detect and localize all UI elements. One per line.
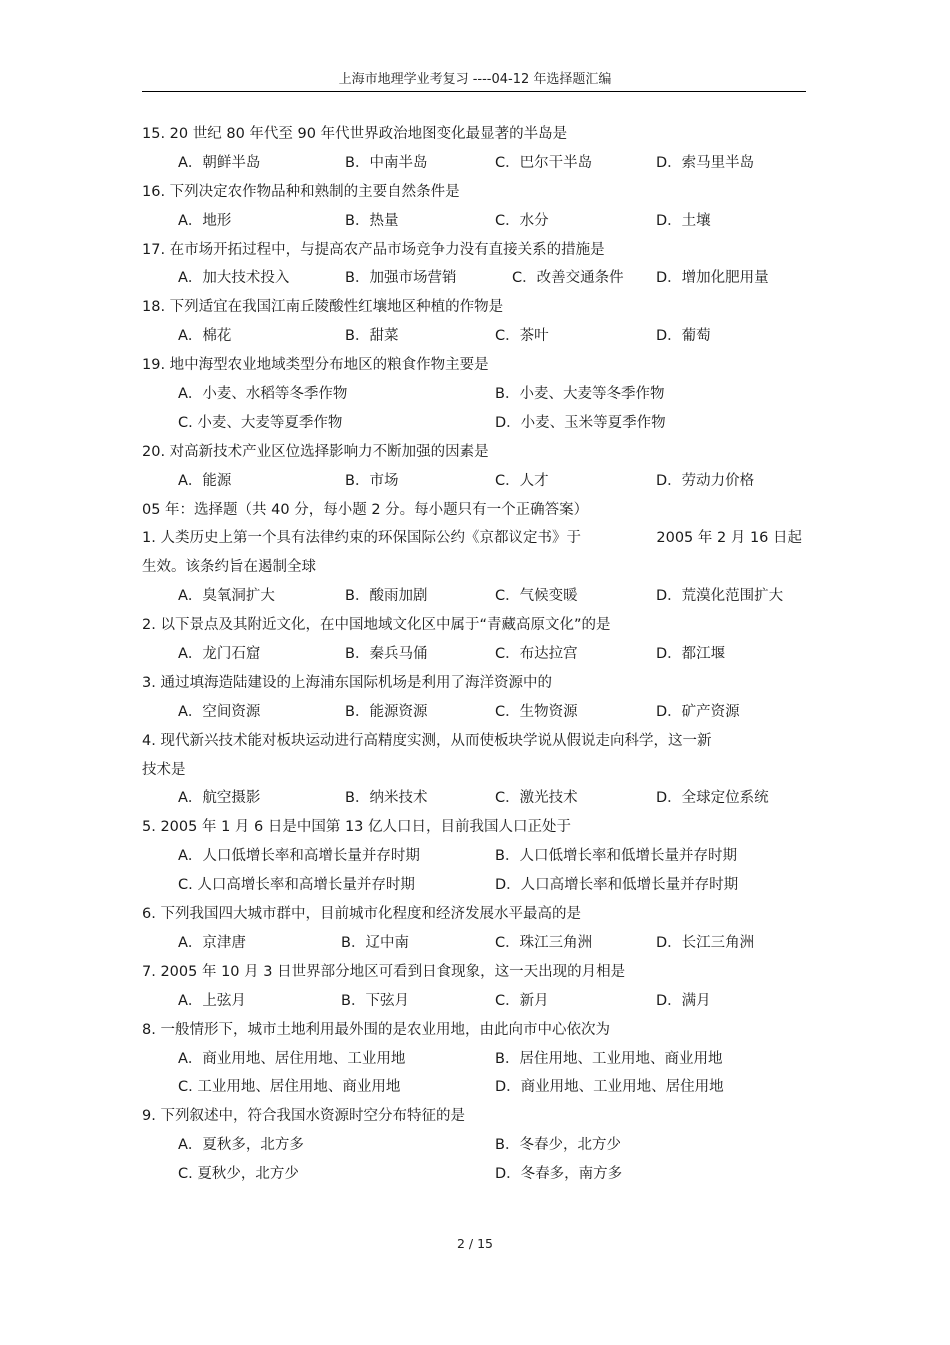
option-c: C．生物资源 <box>495 703 578 720</box>
question-stem-continued: 技术是 <box>142 761 186 778</box>
option-b: B．辽中南 <box>341 934 409 951</box>
option-a: A．上弦月 <box>178 992 246 1009</box>
question-stem: 19. 地中海型农业地域类型分布地区的粮食作物主要是 <box>142 357 489 374</box>
question-options <box>142 467 806 496</box>
question-options <box>142 929 806 958</box>
question-options <box>142 582 806 611</box>
option-d: D．小麦、玉米等夏季作物 <box>495 414 666 431</box>
option-d: D．劳动力价格 <box>656 472 755 489</box>
option-d: D．葡萄 <box>656 328 711 345</box>
option-b: B．冬春少，北方少 <box>495 1137 621 1154</box>
question-stem: 16. 下列决定农作物品种和熟制的主要自然条件是 <box>142 183 460 200</box>
question-options <box>142 784 806 813</box>
question-options <box>142 987 806 1016</box>
option-d: D．全球定位系统 <box>656 790 769 807</box>
option-b: B．市场 <box>345 472 399 489</box>
question-stem: 8. 一般情形下，城市土地利用最外围的是农业用地，由此向市中心依次为 <box>142 1021 610 1038</box>
option-a: A．商业用地、居住用地、工业用地 <box>178 1050 406 1067</box>
question-options <box>142 322 806 351</box>
option-d: D．长江三角洲 <box>656 934 755 951</box>
question-options <box>142 207 806 236</box>
question-stem-continued: 生效。该条约旨在遏制全球 <box>142 559 316 576</box>
question-stem: 3. 通过填海造陆建设的上海浦东国际机场是利用了海洋资源中的 <box>142 674 552 691</box>
question-options <box>142 380 806 409</box>
option-a: A．航空摄影 <box>178 790 261 807</box>
question-options <box>142 1073 806 1102</box>
option-a: A．臭氧洞扩大 <box>178 588 275 605</box>
question-options <box>142 149 806 178</box>
question-stem: 2. 以下景点及其附近文化，在中国地域文化区中属于“青藏高原文化”的是 <box>142 617 611 634</box>
option-b: B．酸雨加剧 <box>345 588 428 605</box>
option-a: A．人口低增长率和高增长量并存时期 <box>178 848 420 865</box>
option-b: B．热量 <box>345 212 399 229</box>
option-a: A．京津唐 <box>178 934 246 951</box>
question-stem-text: 1. 人类历史上第一个具有法律约束的环保国际公约《京都议定书》于 <box>142 530 581 547</box>
option-b: B．秦兵马俑 <box>345 646 428 663</box>
question-stem: 4. 现代新兴技术能对板块运动进行高精度实测，从而使板块学说从假说走向科学，这一新 <box>142 732 712 749</box>
page-header: 上海市地理学业考复习 ----04-12 年选择题汇编 <box>338 72 612 87</box>
option-c: C．人才 <box>495 472 549 489</box>
option-b: B．纳米技术 <box>345 790 428 807</box>
option-b: B．中南半岛 <box>345 154 428 171</box>
option-b: B．下弦月 <box>341 992 409 1009</box>
option-c: C．巴尔干半岛 <box>495 154 593 171</box>
option-d: D．人口高增长率和低增长量并存时期 <box>495 877 739 894</box>
option-c: C. 工业用地、居住用地、商业用地 <box>178 1079 401 1096</box>
question-options <box>142 640 806 669</box>
question-options <box>142 1160 806 1189</box>
question-options <box>142 1045 806 1074</box>
option-d: D．增加化肥用量 <box>656 270 769 287</box>
question-stem: 20. 对高新技术产业区位选择影响力不断加强的因素是 <box>142 443 489 460</box>
question-stem <box>142 524 806 553</box>
option-d: D．土壤 <box>656 212 711 229</box>
question-stem: 15. 20 世纪 80 年代至 90 年代世界政治地图变化最显著的半岛是 <box>142 126 568 142</box>
option-d: D．矿产资源 <box>656 703 740 720</box>
option-c: C．气候变暖 <box>495 588 578 605</box>
option-c: C．水分 <box>495 212 549 229</box>
option-d: D．冬春多，南方多 <box>495 1166 623 1183</box>
option-b: B．居住用地、工业用地、商业用地 <box>495 1050 723 1067</box>
page-number: 2 / 15 <box>456 1236 494 1251</box>
option-c: C．茶叶 <box>495 328 549 345</box>
question-options <box>142 698 806 727</box>
option-c: C．珠江三角洲 <box>495 934 593 951</box>
option-b: B．能源资源 <box>345 703 428 720</box>
option-a: A．加大技术投入 <box>178 270 290 287</box>
question-stem: 17. 在市场开拓过程中，与提高农产品市场竞争力没有直接关系的措施是 <box>142 241 605 258</box>
option-a: A．夏秋多，北方多 <box>178 1137 304 1154</box>
question-stem: 7. 2005 年 10 月 3 日世界部分地区可看到日食现象，这一天出现的月相是 <box>142 963 626 980</box>
option-a: A．棉花 <box>178 328 232 345</box>
question-options <box>142 409 806 438</box>
option-a: A．地形 <box>178 212 232 229</box>
option-d: D．都江堰 <box>656 646 726 663</box>
question-options <box>142 264 806 293</box>
option-a: A．小麦、水稻等冬季作物 <box>178 386 348 403</box>
option-b: B．甜菜 <box>345 328 399 345</box>
option-d: D．满月 <box>656 992 711 1009</box>
option-d: D．荒漠化范围扩大 <box>656 588 784 605</box>
option-c: C．布达拉宫 <box>495 646 578 663</box>
option-a: A．龙门石窟 <box>178 646 261 663</box>
question-stem: 5. 2005 年 1 月 6 日是中国第 13 亿人口日，目前我国人口正处于 <box>142 819 572 836</box>
question-stem: 9. 下列叙述中，符合我国水资源时空分布特征的是 <box>142 1108 465 1125</box>
question-options <box>142 1131 806 1160</box>
question-options <box>142 842 806 871</box>
section-title: 05 年：选择题（共 40 分，每小题 2 分。每小题只有一个正确答案） <box>142 501 589 518</box>
option-b: B．加强市场营销 <box>345 270 457 287</box>
question-stem: 18. 下列适宜在我国江南丘陵酸性红壤地区种植的作物是 <box>142 299 504 316</box>
header-divider <box>142 91 806 92</box>
option-b: B．小麦、大麦等冬季作物 <box>495 386 665 403</box>
option-b: B．人口低增长率和低增长量并存时期 <box>495 848 737 865</box>
option-c: C. 夏秋少，北方少 <box>178 1166 299 1183</box>
option-c: C. 人口高增长率和高增长量并存时期 <box>178 877 415 894</box>
option-a: A．空间资源 <box>178 703 261 720</box>
question-stem: 6. 下列我国四大城市群中，目前城市化程度和经济发展水平最高的是 <box>142 906 581 923</box>
option-c: C．激光技术 <box>495 790 578 807</box>
option-d: D．索马里半岛 <box>656 154 755 171</box>
option-c: C．新月 <box>495 992 549 1009</box>
option-a: A．能源 <box>178 472 232 489</box>
question-stem-date: 2005 年 2 月 16 日起 <box>656 530 802 547</box>
option-d: D．商业用地、工业用地、居住用地 <box>495 1079 724 1096</box>
option-c: C. 小麦、大麦等夏季作物 <box>178 414 343 431</box>
question-list <box>142 120 806 1189</box>
question-options <box>142 871 806 900</box>
option-a: A．朝鲜半岛 <box>178 154 261 171</box>
option-c: C．改善交通条件 <box>512 270 624 287</box>
